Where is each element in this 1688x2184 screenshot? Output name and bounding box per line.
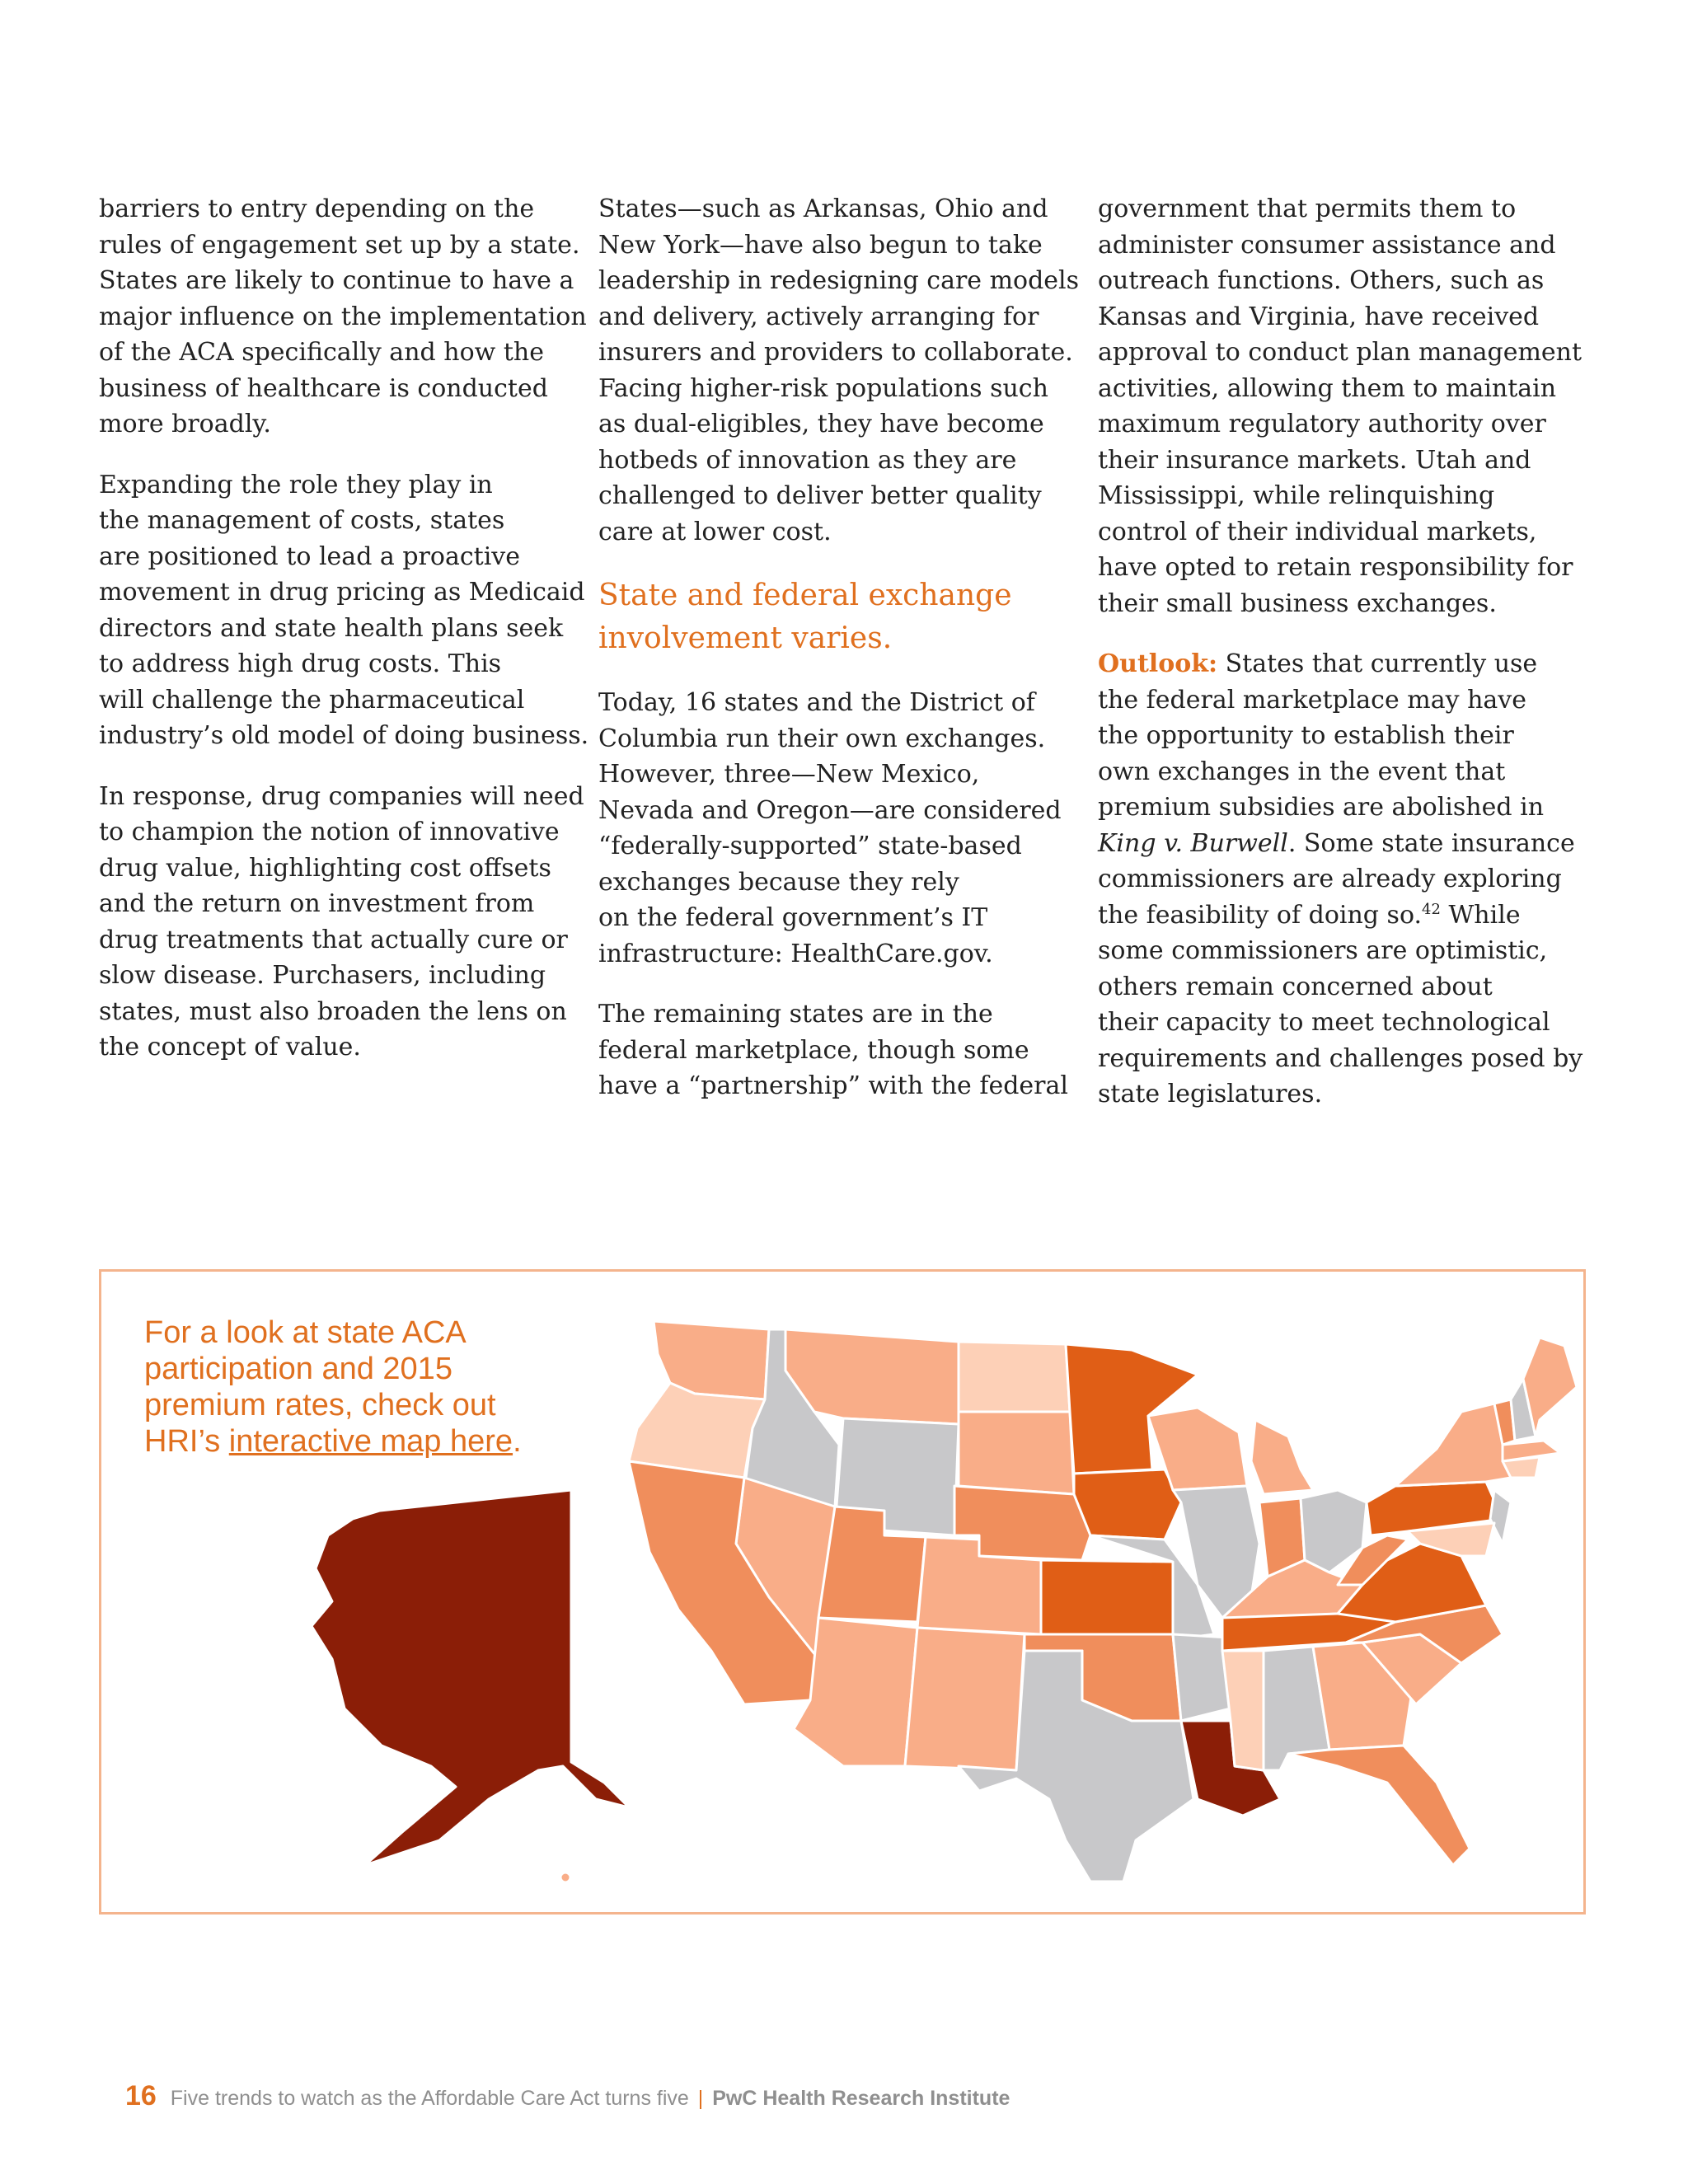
text-column-1 — [99, 191, 589, 1090]
interactive-map-link[interactable]: interactive map here — [228, 1424, 513, 1459]
footer-separator: | — [697, 2087, 704, 2110]
outlook-paragraph: Outlook: States that currently use the federal marketplace may have the opportunity to establish their own exchanges in the event that premium subsidies are abolished in King v. Burwell. Some state insurance commissioners are already exploring the feasibility of doing so.$^{42}$ While some commissioners are optimistic, others remain concerned about their capacity to meet technological requirements and challenges posed by state legislatures. — [1098, 649, 1583, 1108]
paragraph: Expanding the role they play in the management of costs, states are positioned to lead a proactive movement in drug pricing as Medicaid directors and state health plans seek to address high drug costs. This will challenge the pharmaceutical industry’s old model of doing business. — [99, 470, 589, 750]
case-name: King v. Burwell — [1098, 828, 1288, 858]
state-new-york[interactable] — [1395, 1404, 1511, 1486]
text-column-3 — [1098, 191, 1583, 1137]
state-iowa[interactable] — [1074, 1469, 1181, 1540]
state-hawaii[interactable] — [560, 1872, 570, 1882]
outlook-label: Outlook: — [1098, 649, 1218, 678]
state-connecticut[interactable] — [1503, 1457, 1540, 1478]
map-callout-box — [99, 1269, 1586, 1915]
paragraph: States—such as Arkansas, Ohio and New York—have also begun to take leadership in redesigning care models and delivery, actively arranging for insurers and providers to collaborate. Facing higher-risk populations such as dual-eligibles, they have become hotbeds of innovation as they are challenged to deliver better quality care at lower cost. — [598, 194, 1080, 546]
text-column-2 — [598, 191, 1080, 1129]
state-maine[interactable] — [1523, 1338, 1577, 1436]
paragraph: Today, 16 states and the District of Columbia run their own exchanges. However, three—New Mexico, Nevada and Oregon—are considered “federally-supported” state-based exchanges because they rely on the federal government’s IT infrastructure: HealthCare.gov. — [598, 688, 1062, 968]
map-callout-text: For a look at state ACA participation and 2015 premium rates, check out HRI’s interactive map here. — [144, 1315, 522, 1459]
page-footer — [125, 2080, 1010, 2112]
state-new-mexico[interactable] — [905, 1628, 1025, 1770]
state-alaska[interactable] — [312, 1490, 629, 1865]
state-michigan[interactable] — [1251, 1420, 1313, 1494]
page-number: 16 — [125, 2080, 157, 2111]
footnote-ref[interactable]: 42 — [1422, 900, 1441, 918]
paragraph: barriers to entry depending on the rules of engagement set up by a state. States are likely to continue to have a major influence on the implementation of the ACA specifically and how the business of healthcare is conducted more broadly. — [99, 194, 587, 438]
state-florida[interactable] — [1288, 1746, 1470, 1865]
paragraph: The remaining states are in the federal marketplace, though some have a “partnership” with the federal — [598, 1000, 1068, 1100]
footer-title: Five trends to watch as the Affordable Care Act turns five — [170, 2087, 689, 2110]
state-south-dakota[interactable] — [959, 1412, 1074, 1494]
paragraph: In response, drug companies will need to champion the notion of innovative drug value, highlighting cost offsets and the return on investment from drug treatments that actually cure or slow disease. Purchasers, including states, must also broaden the lens on the concept of value. — [99, 781, 584, 1062]
footer-brand: PwC Health Research Institute — [712, 2087, 1010, 2110]
paragraph: government that permits them to administer consumer assistance and outreach functions. Others, such as Kansas and Virginia, have received approval to conduct plan management activities, allowing them to maintain maximum regulatory authority over their insurance markets. Utah and Mississippi, while relinquishing control of their individual markets, have opted to retain responsibility for their small business exchanges. — [1098, 194, 1582, 618]
state-new-jersey[interactable] — [1490, 1490, 1511, 1544]
section-heading: State and federal exchange involvement varies. — [598, 579, 1012, 655]
state-north-dakota[interactable] — [959, 1342, 1070, 1412]
state-kansas[interactable] — [1041, 1560, 1173, 1634]
